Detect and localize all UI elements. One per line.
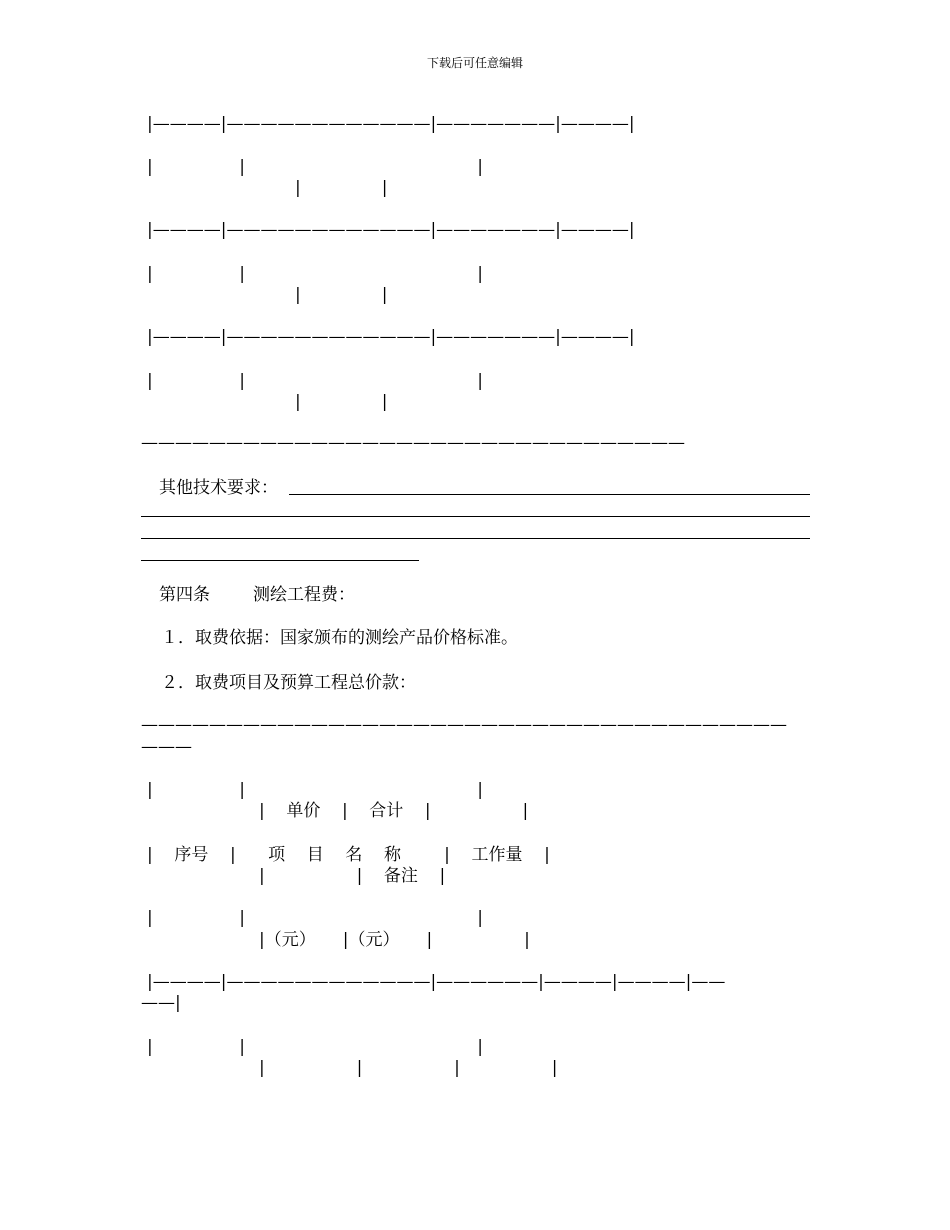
table-row: | | | xyxy=(147,264,484,284)
table-separator-cont: ——| xyxy=(141,993,181,1013)
table-header-row: | 序号 | 项 目 名 称 | 工作量 | xyxy=(147,845,550,865)
table-bottom-rule: ———————————————————————————————— xyxy=(141,433,685,453)
table-separator: |————|————————————|———————|————| xyxy=(147,327,635,347)
blank-line xyxy=(141,538,810,539)
table-top-rule-cont: ——— xyxy=(141,737,192,757)
table-header-row: | | | xyxy=(147,908,484,928)
table-row: | | | xyxy=(147,157,484,177)
article-title: 测绘工程费： xyxy=(253,585,355,605)
other-requirements-label: 其他技术要求： xyxy=(159,478,278,498)
table-top-rule: —————————————————————————————————————— xyxy=(141,715,787,735)
blank-line xyxy=(141,560,419,561)
table-row-cont: | | xyxy=(295,392,388,412)
article-number: 第四条 xyxy=(159,585,210,605)
table-separator: |————|————————————|——————|————|————|—— xyxy=(147,972,726,992)
table-separator: |————|————————————|———————|————| xyxy=(147,114,635,134)
table-header-row-cont: |（元） |（元） | | xyxy=(259,930,530,950)
page-header: 下载后可任意编辑 xyxy=(426,56,523,70)
table-header-row-cont: | | 备注 | xyxy=(259,866,446,886)
clause-1: １．取费依据：国家颁布的测绘产品价格标准。 xyxy=(161,628,518,648)
table-row-cont: | | | | xyxy=(259,1058,558,1078)
table-header-row-cont: | 单价 | 合计 | | xyxy=(259,801,529,821)
table-row-cont: | | xyxy=(295,285,388,305)
table-separator: |————|————————————|———————|————| xyxy=(147,220,635,240)
table-row: | | | xyxy=(147,371,484,391)
blank-line xyxy=(141,516,810,517)
clause-2: ２．取费项目及预算工程总价款： xyxy=(161,673,416,693)
table-row-cont: | | xyxy=(295,178,388,198)
blank-line xyxy=(289,494,810,495)
table-row: | | | xyxy=(147,1037,484,1057)
table-header-row: | | | xyxy=(147,780,484,800)
